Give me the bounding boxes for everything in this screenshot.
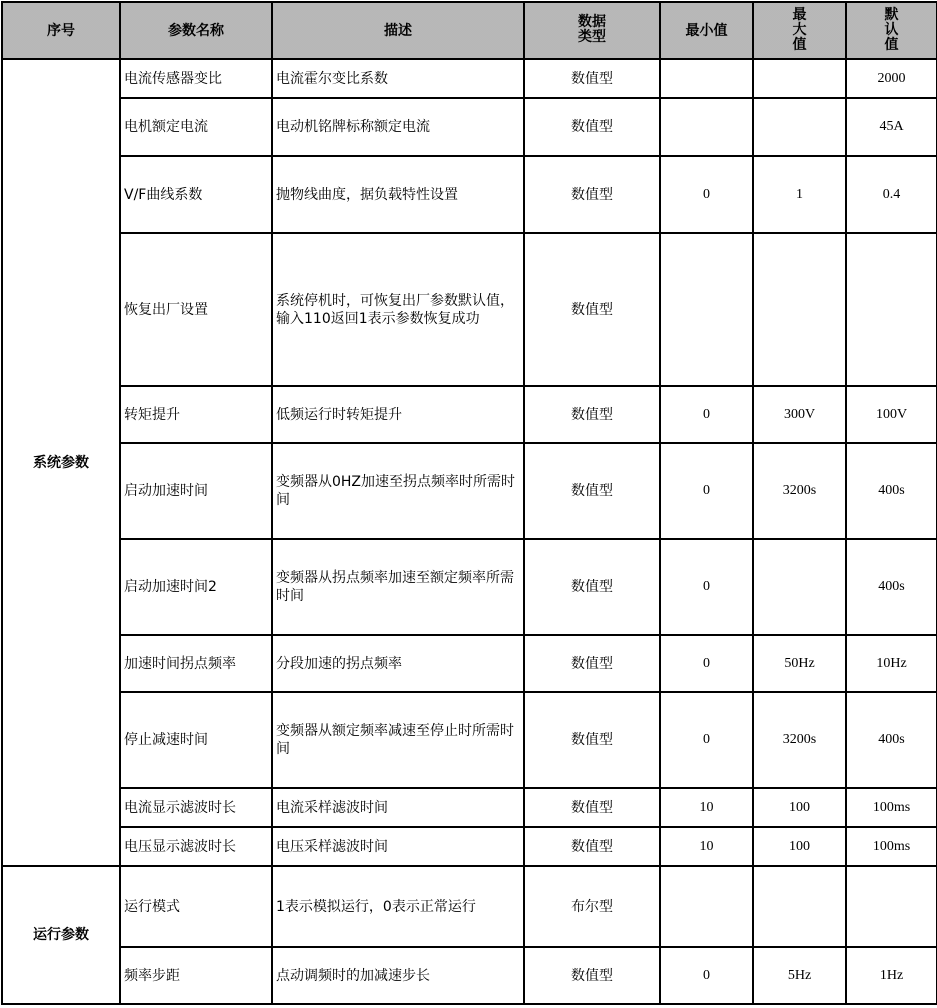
param-type: 数值型 [524,827,660,866]
param-max: 1 [753,156,846,233]
table-row [2,98,937,156]
param-name: 电流传感器变比 [120,59,272,98]
param-name: 电机额定电流 [120,98,272,156]
param-desc: 点动调频时的加减速步长 [272,947,524,1004]
param-min: 10 [660,788,753,827]
param-min: 0 [660,443,753,539]
param-desc: 分段加速的拐点频率 [272,635,524,692]
table-row [2,947,937,1004]
param-name: V/F曲线系数 [120,156,272,233]
param-name: 电压显示滤波时长 [120,827,272,866]
header-default-line: 认 [884,21,899,38]
param-max: 3200s [753,692,846,788]
param-type: 数值型 [524,233,660,386]
header-max-line: 值 [792,36,807,53]
param-name: 启动加速时间 [120,443,272,539]
param-max [753,539,846,635]
param-min: 0 [660,386,753,443]
param-max: 5Hz [753,947,846,1004]
param-default: 45A [846,98,937,156]
param-desc: 抛物线曲度，据负载特性设置 [272,156,524,233]
header-type-line: 数据 [578,14,606,30]
param-min [660,233,753,386]
param-type: 数值型 [524,98,660,156]
param-max: 3200s [753,443,846,539]
param-type: 数值型 [524,947,660,1004]
param-default: 400s [846,692,937,788]
param-max [753,59,846,98]
group-label: 系统参数 [2,59,120,866]
param-min: 0 [660,692,753,788]
param-min: 0 [660,947,753,1004]
table-row [2,59,937,98]
param-type: 数值型 [524,788,660,827]
param-default: 10Hz [846,635,937,692]
table-row [2,827,937,866]
param-desc: 变频器从额定频率减速至停止时所需时间 [272,692,524,788]
param-type: 数值型 [524,443,660,539]
param-max [753,233,846,386]
group-label: 运行参数 [2,866,120,1004]
param-max [753,98,846,156]
table-row [2,788,937,827]
param-min [660,866,753,947]
table-row [2,233,937,386]
param-default: 400s [846,539,937,635]
param-name: 启动加速时间2 [120,539,272,635]
table-row [2,866,937,947]
param-default [846,233,937,386]
table-row [2,386,937,443]
param-type: 数值型 [524,59,660,98]
param-type: 数值型 [524,692,660,788]
param-name: 加速时间拐点频率 [120,635,272,692]
param-min: 0 [660,156,753,233]
parameter-table [1,1,937,1005]
header-default-line: 默 [884,6,899,23]
param-min: 0 [660,539,753,635]
header-min: 最小值 [660,2,753,59]
param-type: 数值型 [524,635,660,692]
param-name: 转矩提升 [120,386,272,443]
param-desc: 系统停机时，可恢复出厂参数默认值，输入110返回1表示参数恢复成功 [272,233,524,386]
header-desc: 描述 [272,2,524,59]
param-type: 数值型 [524,386,660,443]
param-default: 100V [846,386,937,443]
param-desc: 电压采样滤波时间 [272,827,524,866]
param-min: 0 [660,635,753,692]
table-row [2,539,937,635]
param-type: 数值型 [524,156,660,233]
param-name: 停止减速时间 [120,692,272,788]
param-desc: 变频器从拐点频率加速至额定频率所需时间 [272,539,524,635]
param-desc: 变频器从0HZ加速至拐点频率时所需时间 [272,443,524,539]
param-default: 100ms [846,827,937,866]
table-row [2,635,937,692]
table-row [2,443,937,539]
param-max: 100 [753,827,846,866]
param-max: 100 [753,788,846,827]
header-max-line: 大 [792,21,807,38]
header-max [753,2,846,59]
param-type: 布尔型 [524,866,660,947]
param-desc: 电流霍尔变比系数 [272,59,524,98]
header-type [524,2,660,59]
table-row [2,692,937,788]
param-default [846,866,937,947]
param-min [660,59,753,98]
param-desc: 1表示模拟运行，0表示正常运行 [272,866,524,947]
param-default: 2000 [846,59,937,98]
param-default: 400s [846,443,937,539]
header-max-line: 最 [792,6,807,23]
param-name: 电流显示滤波时长 [120,788,272,827]
header-name: 参数名称 [120,2,272,59]
param-type: 数值型 [524,539,660,635]
param-default: 0.4 [846,156,937,233]
param-max: 300V [753,386,846,443]
header-default [846,2,937,59]
header-index: 序号 [2,2,120,59]
param-name: 恢复出厂设置 [120,233,272,386]
param-name: 运行模式 [120,866,272,947]
param-desc: 低频运行时转矩提升 [272,386,524,443]
param-desc: 电动机铭牌标称额定电流 [272,98,524,156]
param-default: 1Hz [846,947,937,1004]
param-min [660,98,753,156]
header-default-line: 值 [884,36,899,53]
param-max [753,866,846,947]
header-type-line: 类型 [578,29,606,45]
param-max: 50Hz [753,635,846,692]
param-desc: 电流采样滤波时间 [272,788,524,827]
param-default: 100ms [846,788,937,827]
param-min: 10 [660,827,753,866]
param-name: 频率步距 [120,947,272,1004]
table-row [2,156,937,233]
header-row [2,2,937,59]
